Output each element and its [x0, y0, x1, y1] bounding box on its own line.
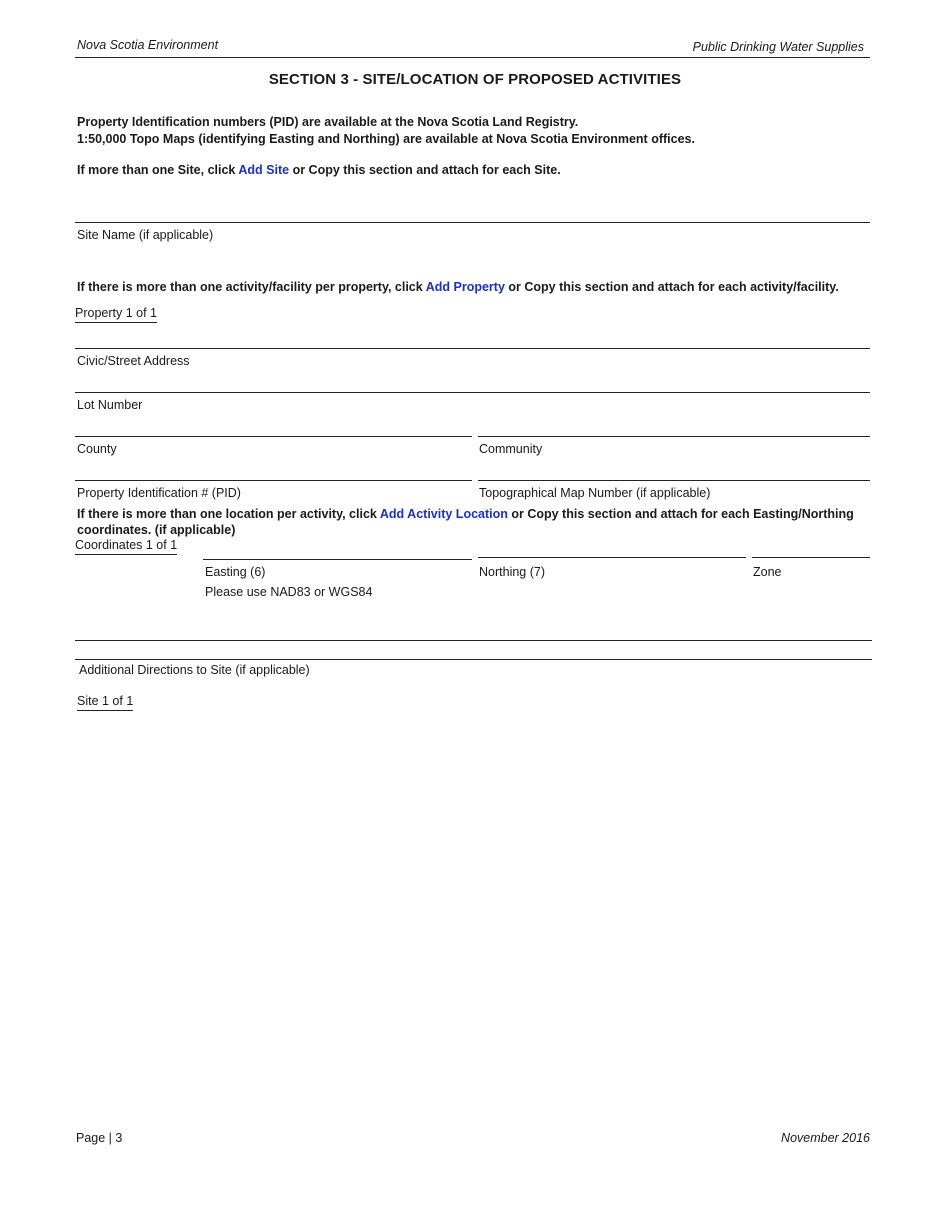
community-input-line[interactable] — [478, 436, 870, 437]
additional-directions-input-line-2[interactable] — [75, 659, 872, 660]
location-note-line-2: coordinates. (if applicable) — [77, 523, 236, 537]
add-activity-location-link[interactable]: Add Activity Location — [379, 507, 508, 521]
lot-number-label: Lot Number — [77, 398, 143, 412]
header-org: Nova Scotia Environment — [77, 38, 219, 52]
county-label: County — [77, 442, 117, 456]
property-note-prefix: If there is more than one activity/facility per property, click — [77, 280, 426, 294]
community-label: Community — [479, 442, 543, 456]
site-note-suffix: or Copy this section and attach for each Site. — [289, 163, 561, 177]
lot-number-input-line[interactable] — [75, 392, 870, 393]
topo-map-label: Topographical Map Number (if applicable) — [479, 486, 711, 500]
site-name-label: Site Name (if applicable) — [77, 228, 214, 242]
header-program: Public Drinking Water Supplies — [692, 40, 864, 54]
section-title: SECTION 3 - SITE/LOCATION OF PROPOSED ACTIVITIES — [268, 71, 682, 88]
pid-input-line[interactable] — [75, 480, 472, 481]
property-counter: Property 1 of 1 — [75, 306, 157, 323]
county-input-line[interactable] — [75, 436, 472, 437]
northing-label: Northing (7) — [479, 565, 545, 579]
header-divider — [75, 57, 870, 58]
site-note — [77, 163, 561, 177]
footer-date: November 2016 — [781, 1131, 870, 1145]
additional-directions-label: Additional Directions to Site (if applicable) — [79, 663, 310, 677]
northing-input-line[interactable] — [478, 557, 746, 558]
intro-line-2: 1:50,000 Topo Maps (identifying Easting and Northing) are available at Nova Scotia Environment offices. — [77, 132, 695, 146]
page-number: Page | 3 — [76, 1131, 123, 1145]
location-note-prefix: If there is more than one location per activity, click — [77, 507, 380, 521]
property-note — [77, 280, 839, 294]
add-site-link[interactable]: Add Site — [238, 163, 290, 177]
location-note — [77, 506, 867, 538]
site-note-prefix: If more than one Site, click — [77, 163, 239, 177]
pid-label: Property Identification # (PID) — [77, 486, 241, 500]
add-property-link[interactable]: Add Property — [425, 280, 505, 294]
zone-label: Zone — [753, 565, 782, 579]
easting-input-line[interactable] — [203, 559, 472, 560]
civic-address-label: Civic/Street Address — [77, 354, 190, 368]
datum-note: Please use NAD83 or WGS84 — [205, 585, 373, 599]
zone-input-line[interactable] — [752, 557, 870, 558]
additional-directions-input-line-1[interactable] — [75, 640, 872, 641]
location-note-suffix: or Copy this section and attach for each Easting/Northing — [507, 507, 854, 521]
civic-address-input-line[interactable] — [75, 348, 870, 349]
intro-line-1: Property Identification numbers (PID) are available at the Nova Scotia Land Registry. — [77, 115, 579, 129]
property-note-suffix: or Copy this section and attach for each activity/facility. — [504, 280, 839, 294]
site-counter: Site 1 of 1 — [77, 694, 133, 711]
coordinates-counter: Coordinates 1 of 1 — [75, 538, 177, 555]
topo-map-input-line[interactable] — [478, 480, 870, 481]
site-name-input-line[interactable] — [75, 222, 870, 223]
easting-label: Easting (6) — [205, 565, 266, 579]
